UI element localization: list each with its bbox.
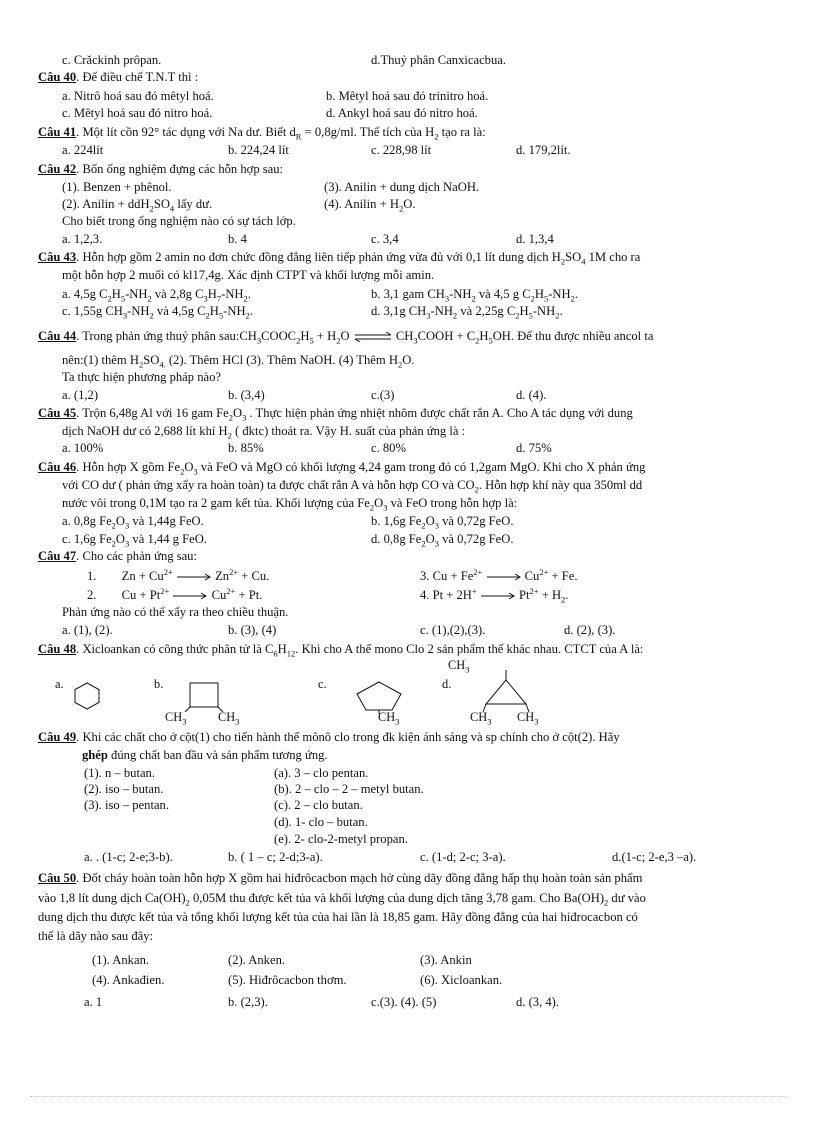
q49-ghep: ghép bbox=[82, 748, 108, 762]
ch3-text: CH bbox=[448, 658, 466, 672]
dimethylcyclobutane-icon bbox=[180, 680, 230, 712]
q40-option-d: d. Ankyl hoá sau đó nitro hoá. bbox=[326, 106, 478, 120]
q40-option-b: b. Mêtyl hoá sau đó trinitro hoá. bbox=[326, 89, 489, 103]
q46-stem-3: nước vôi trong 0,1M tạo ra 2 gam kết tủa. Khối lượng của $Fe_2O_3$ và FeO trong hỗn hợp là: bbox=[62, 496, 518, 513]
q42-item-4-b: O. bbox=[403, 197, 416, 211]
q45-option-a: a. 100% bbox=[62, 441, 104, 455]
q40-number: Câu 40 bbox=[38, 70, 77, 84]
q40-option-c: c. Mêtyl hoá sau đó nitro hoá. bbox=[62, 106, 213, 120]
q50-item-1: (1). Ankan. bbox=[92, 953, 150, 967]
q45-stem-2: dịch NaOH dư có 2,688 lít khí $H_2$ ( đktc) thoát ra. Vậy H. suất của phản ứng là : bbox=[62, 424, 466, 441]
methylcyclopentane-icon bbox=[352, 680, 406, 714]
q44-option-c: c.(3) bbox=[371, 388, 395, 402]
q50-item-6: (6). Xicloankan. bbox=[420, 973, 503, 987]
q50-stem-4: thể là dãy nào sau đây: bbox=[38, 929, 154, 943]
q45-option-d: d. 75% bbox=[516, 441, 552, 455]
q42-text: . Bốn ống nghiệm đựng các hỗn hợp sau: bbox=[76, 162, 284, 176]
q43-option-a: a. 4,5g $C_2H_5-NH_2$ và 2,8g $C_3H_7-NH_2$. bbox=[62, 287, 251, 304]
q50-option-a: a. 1 bbox=[84, 995, 103, 1009]
q48-b-ch3-left: $CH_3$ bbox=[165, 710, 187, 727]
q48-text-1: . Xicloankan có công thức phân tử là C bbox=[76, 642, 274, 656]
q44-question: Ta thực hiện phương pháp nào? bbox=[62, 370, 221, 384]
q45-text-3: dịch NaOH dư có 2,688 lít khí H bbox=[62, 424, 228, 438]
q50-stem-2: vào 1,8 lít dung dịch $Ca(OH)_2$ 0,05M thu được kết tủa và khối lượng của dung dịch tăng 3,78 gam. Cho $Ba(OH)_2$ dư vào bbox=[38, 891, 646, 908]
q44-line-2: nên:(1) thêm $H_2SO_{4.}$ (2). Thêm HCl (3). Thêm NaOH. (4) Thêm $H_2O$. bbox=[62, 353, 415, 370]
q46-stem: Câu 46. Hỗn hợp X gồm $Fe_2O_3$ và FeO và MgO có khối lượng 4,24 gam trong đó có 1,2gam MgO. Khi cho X phản ứng bbox=[38, 460, 646, 477]
q50-item-3: (3). Ankin bbox=[420, 953, 472, 967]
q50-item-4: (4). Ankađien. bbox=[92, 973, 165, 987]
q44-option-d: d. (4). bbox=[516, 388, 547, 402]
q48-c-ch3: $CH_3$ bbox=[378, 710, 400, 727]
q49-option-b: b. ( 1 – c; 2-d;3-a). bbox=[228, 850, 323, 864]
q42-option-a: a. 1,2,3. bbox=[62, 232, 103, 246]
q49-col2-item-c: (c). 2 – clo butan. bbox=[274, 798, 363, 812]
q42-option-b: b. 4 bbox=[228, 232, 247, 246]
page-footer-divider bbox=[30, 1096, 786, 1097]
q49-stem bbox=[38, 730, 620, 745]
q48-b-ch3-right: $CH_3$ bbox=[218, 710, 240, 727]
q43-number: Câu 43 bbox=[38, 250, 77, 264]
q46-option-d: d. 0,8g $Fe_2O_3$ và 0,72g FeO. bbox=[371, 532, 514, 549]
q40-option-a: a. Nitrô hoá sau đó mêtyl hoá. bbox=[62, 89, 214, 103]
q44-stem: Câu 44. Trong phản ứng thuỷ phân $sau:CH_3COOC_2H_5 + H_2O$ $CH_3COOH + C_2H_5OH$. Để thu được nhiều ancol ta bbox=[38, 329, 654, 346]
q42-item-4-a: (4). Anilin + H bbox=[324, 197, 399, 211]
q49-col1-item-1: (1). n – butan. bbox=[84, 766, 155, 780]
q49-option-d: d.(1-c; 2-e,3 –a). bbox=[612, 850, 697, 864]
arrow-icon bbox=[486, 573, 522, 581]
q42-number: Câu 42 bbox=[38, 162, 77, 176]
q45-number: Câu 45 bbox=[38, 406, 77, 420]
q48-d-ch3-right: $CH_3$ bbox=[517, 710, 539, 727]
q49-text: . Khi các chất cho ở cột(1) cho tiến hành thế mônô clo trong đk kiện ánh sáng và sp chính cho ở cột(2). Hãy bbox=[76, 730, 620, 744]
q50-text-2: vào 1,8 lít dung dịch Ca(OH) bbox=[38, 891, 186, 905]
q41-option-d: d. 179,2lít. bbox=[516, 143, 571, 157]
q41-number: Câu 41 bbox=[38, 125, 77, 139]
q47-option-a: a. (1), (2). bbox=[62, 623, 113, 637]
q41-option-b: b. 224,24 lít bbox=[228, 143, 289, 157]
q48-option-a-label: a. bbox=[55, 677, 64, 691]
q49-option-a: a. . (1-c; 2-e;3-b). bbox=[84, 850, 173, 864]
arrow-icon bbox=[172, 592, 208, 600]
q40-stem bbox=[38, 70, 198, 85]
q42-stem bbox=[38, 162, 283, 177]
q49-number: Câu 49 bbox=[38, 730, 77, 744]
q43-text-2: SO bbox=[565, 250, 582, 264]
trimethylcyclopropane-icon bbox=[478, 668, 538, 714]
q50-text-3: 0,05M thu được kết tủa và khối lượng của dung dịch tăng 3,78 gam. Cho Ba(OH) bbox=[189, 891, 605, 905]
q46-text-6: và FeO trong hỗn hợp là: bbox=[387, 496, 518, 510]
q49-col2-item-a: (a). 3 – clo pentan. bbox=[274, 766, 369, 780]
q45-stem: Câu 45. Trộn 6,48g Al với 16 gam $Fe_2O_3$ . Thực hiện phản ứng nhiệt nhôm được chất rắn A. Cho A tác dụng với dung bbox=[38, 406, 633, 423]
q44-text: . Trong phản ứng thuỷ phân sau: bbox=[76, 329, 240, 343]
q41-text-2: = 0,8g/ml. Thể tích của H bbox=[301, 125, 435, 139]
q46-text-4: . Hỗn hợp khí này qua 350ml dd bbox=[478, 478, 643, 492]
q44-line-2-a: nên:(1) thêm H bbox=[62, 353, 139, 367]
q42-option-d: d. 1,3,4 bbox=[516, 232, 554, 246]
q50-option-c: c.(3). (4). (5) bbox=[371, 995, 437, 1009]
q48-option-d-label: d. bbox=[442, 677, 452, 691]
q49-col1-item-3: (3). iso – pentan. bbox=[84, 798, 169, 812]
q50-item-2: (2). Anken. bbox=[228, 953, 286, 967]
q44-option-b: b. (3,4) bbox=[228, 388, 265, 402]
q47-reaction-1: 1. $Zn + Cu^{2+}$ $Zn^{2+} + Cu$. bbox=[87, 566, 270, 583]
q46-number: Câu 46 bbox=[38, 460, 77, 474]
q45-text-2: . Thực hiện phản ứng nhiệt nhôm được chất rắn A. Cho A tác dụng với dung bbox=[246, 406, 633, 420]
q45-option-b: b. 85% bbox=[228, 441, 264, 455]
q47-reaction-2: 2. $Cu + Pt^{2+}$ $Cu^{2+} + Pt$. bbox=[87, 585, 263, 602]
q47-option-b: b. (3), (4) bbox=[228, 623, 277, 637]
q47-question: Phản ứng nào có thể xẩy ra theo chiều thuận. bbox=[62, 605, 289, 619]
q41-option-a: a. 224lít bbox=[62, 143, 104, 157]
equilibrium-arrow-icon bbox=[353, 332, 393, 342]
q42-item-2-b: SO bbox=[153, 197, 170, 211]
q49-col2-item-b: (b). 2 – clo – 2 – metyl butan. bbox=[274, 782, 424, 796]
q49-stem-2 bbox=[82, 748, 328, 763]
q47-option-d: d. (2), (3). bbox=[564, 623, 616, 637]
q50-text-1: . Đốt cháy hoàn toàn hỗn hợp X gồm hai hiđrôcacbon mạch hở cùng dãy đồng đẳng hấp thụ hoàn toàn sản phẩm bbox=[76, 871, 643, 885]
q47-option-c: c. (1),(2),(3). bbox=[420, 623, 486, 637]
q48-d-top-ch3: $CH_3$ bbox=[448, 658, 470, 675]
q46-text-5: nước vôi trong 0,1M tạo ra 2 gam kết tủa. Khối lượng của Fe bbox=[62, 496, 370, 510]
q50-item-5: (5). Hiđrôcacbon thơm. bbox=[228, 973, 347, 987]
q50-number: Câu 50 bbox=[38, 871, 77, 885]
q47-stem bbox=[38, 549, 197, 564]
q46-text-1: . Hỗn hợp X gồm Fe bbox=[76, 460, 181, 474]
q47-text: . Cho các phản ứng sau: bbox=[76, 549, 197, 563]
q46-option-a: a. 0,8g $Fe_2O_3$ và 1,44g FeO. bbox=[62, 514, 204, 531]
q41-text-3: tạo ra là: bbox=[438, 125, 486, 139]
q39-option-d: d.Thuỷ phân Canxicacbua. bbox=[371, 53, 506, 67]
q46-option-b: b. 1,6g $Fe_2O_3$ và 0,72g FeO. bbox=[371, 514, 514, 531]
q44-option-a: a. (1,2) bbox=[62, 388, 99, 402]
q48-stem: Câu 48. Xicloankan có công thức phân tử là $C_6H_{12}$. Khi cho A thế mono Clo 2 sản phẩm thế khác nhau. CTCT của A là: bbox=[38, 642, 644, 659]
q43-stem: Câu 43. Hỗn hợp gồm 2 amin no đơn chức đồng đẳng liên tiếp phản ứng vừa đủ với 0,1 lít dung dịch $H_2SO_4$ 1M cho ra bbox=[38, 250, 641, 267]
q49-option-c: c. (1-d; 2-c; 3-a). bbox=[420, 850, 506, 864]
q43-text-3: 1M cho ra bbox=[585, 250, 641, 264]
q43-stem-2: một hỗn hợp 2 muối có kl17,4g. Xác định CTPT và khối lượng mỗi amin. bbox=[62, 268, 435, 282]
arrow-icon bbox=[176, 573, 212, 581]
q44-line-2-b: SO bbox=[143, 353, 160, 367]
q42-item-2: (2). Anilin + $ddH_2SO_4$ lấy dư. bbox=[62, 197, 213, 214]
q48-option-c-label: c. bbox=[318, 677, 327, 691]
q49-col1-item-2: (2). iso – butan. bbox=[84, 782, 164, 796]
q48-option-b-label: b. bbox=[154, 677, 164, 691]
q50-text-4: dư vào bbox=[608, 891, 646, 905]
q45-text-1: . Trộn 6,48g Al với 16 gam Fe bbox=[76, 406, 229, 420]
q43-option-b: b. 3,1 gam $CH_3-NH_2$ và 4,5 g $C_2H_5-NH_2$. bbox=[371, 287, 579, 304]
q44-line-2-c: (2). Thêm HCl (3). Thêm NaOH. (4) Thêm H bbox=[165, 353, 398, 367]
q46-option-c: c. 1,6g $Fe_2O_3$ và 1,44 g FeO. bbox=[62, 532, 207, 549]
q44-line-2-d: O. bbox=[402, 353, 415, 367]
q42-item-4: (4). Anilin + $H_2O$. bbox=[324, 197, 416, 214]
q49-col2-item-d: (d). 1- clo – butan. bbox=[274, 815, 368, 829]
q40-text: . Để điều chế T.N.T thì : bbox=[76, 70, 199, 84]
q45-text-4: ( đktc) thoát ra. Vậy H. suất của phản ứng là : bbox=[231, 424, 466, 438]
q48-number: Câu 48 bbox=[38, 642, 77, 656]
q41-option-c: c. 228,98 lít bbox=[371, 143, 432, 157]
q42-item-2-a: (2). Anilin + ddH bbox=[62, 197, 150, 211]
q42-item-1: (1). Benzen + phênol. bbox=[62, 180, 172, 194]
q43-option-c: c. 1,55g $CH_3-NH_2$ và 4,5g $C_2H_5-NH_2$. bbox=[62, 304, 253, 321]
q50-option-b: b. (2,3). bbox=[228, 995, 268, 1009]
cyclohexane-icon bbox=[72, 681, 102, 711]
q50-option-d: d. (3, 4). bbox=[516, 995, 560, 1009]
q50-stem-3: dung dịch thu được kết tủa và tổng khối lượng kết tủa của hai lần là 18,85 gam. Hãy đồng đẳng của hai hiđrocacbon có bbox=[38, 910, 638, 924]
q42-question: Cho biết trong ống nghiệm nào có sự tách lớp. bbox=[62, 214, 296, 228]
q47-reaction-3: 3. $Cu + Fe^{2+}$ $Cu^{2+} + Fe$. bbox=[420, 566, 578, 583]
q48-text-2: . Khi cho A thế mono Clo 2 sản phẩm thế khác nhau. CTCT của A là: bbox=[295, 642, 644, 656]
q44-number: Câu 44 bbox=[38, 329, 77, 343]
q49-text-2: đúng chất ban đầu và sản phẩm tương ứng. bbox=[107, 748, 328, 762]
q50-stem bbox=[38, 871, 642, 886]
arrow-icon bbox=[480, 592, 516, 600]
q41-text-1: . Một lít cồn 92° tác dụng với Na dư. Biết d bbox=[76, 125, 296, 139]
q47-number: Câu 47 bbox=[38, 549, 77, 563]
q41-stem: Câu 41. Một lít cồn 92° tác dụng với Na dư. Biết $d_R = 0,8g/ml$. Thể tích của $H_2$ tạo ra là: bbox=[38, 125, 486, 142]
q49-col2-item-e: (e). 2- clo-2-metyl propan. bbox=[274, 832, 408, 846]
q45-option-c: c. 80% bbox=[371, 441, 406, 455]
q46-stem-2: với CO dư ( phản ứng xẩy ra hoàn toàn) ta được chất rắn A và hỗn hợp CO và $CO_2$. Hỗn hợp khí này qua 350ml dd bbox=[62, 478, 643, 495]
q42-item-3: (3). Anilin + dung dịch NaOH. bbox=[324, 180, 480, 194]
q42-option-c: c. 3,4 bbox=[371, 232, 399, 246]
q39-option-c: c. Crăckinh prôpan. bbox=[62, 53, 162, 67]
q43-text-1: . Hỗn hợp gồm 2 amin no đơn chức đồng đẳng liên tiếp phản ứng vừa đủ với 0,1 lít dung dịch H bbox=[76, 250, 561, 264]
q47-reaction-4: 4. Pt + 2H+ $Pt^{2+} + H_2$. bbox=[420, 585, 569, 605]
q46-text-2: và FeO và MgO có khối lượng 4,24 gam trong đó có 1,2gam MgO. Khi cho X phản ứng bbox=[197, 460, 646, 474]
q48-d-ch3-left: $CH_3$ bbox=[470, 710, 492, 727]
q46-text-3: với CO dư ( phản ứng xẩy ra hoàn toàn) ta được chất rắn A và hỗn hợp CO và CO bbox=[62, 478, 475, 492]
q42-item-2-c: lấy dư. bbox=[174, 197, 213, 211]
q43-option-d: d. 3,1g $CH_3-NH_2$ và 2,25g $C_2H_5-NH_2$. bbox=[371, 304, 563, 321]
